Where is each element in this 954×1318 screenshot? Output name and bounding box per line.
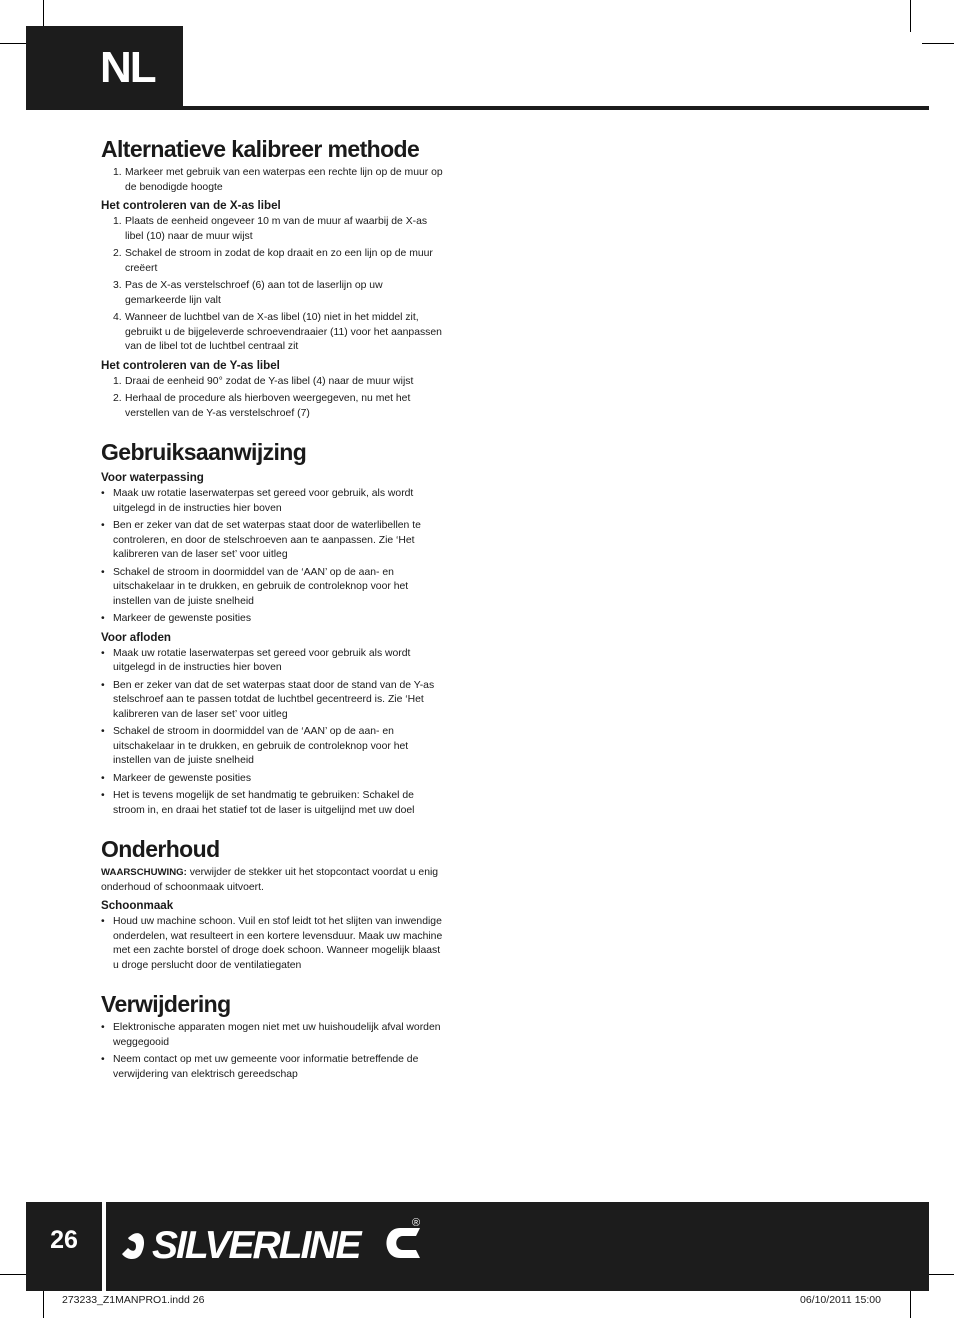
list-item: • Schakel de stroom in doormiddel van de ‘AAN’ op de aan- en uitschakelaar in te drukken, en gebruik de controleknop voor het instellen van de juiste snelheid	[101, 566, 409, 607]
subheading: Schoonmaak	[101, 899, 174, 912]
cleaning-bullets	[101, 915, 446, 973]
section-maintenance	[101, 834, 446, 973]
section-title: Onderhoud	[101, 836, 220, 862]
footer-divider	[102, 1202, 106, 1291]
disposal-bullets	[101, 1021, 446, 1082]
list-item: 1. Markeer met gebruik van een waterpas een rechte lijn op de muur op de benodigde hoogte	[113, 167, 443, 193]
subheading: Het controleren van de Y-as libel	[101, 358, 280, 372]
language-tab	[26, 26, 183, 110]
list-item: 3. Pas de X-as verstelschroef (6) aan tot de laserlijn op uw gemarkeerde lijn valt	[113, 280, 383, 306]
section-disposal	[101, 989, 446, 1082]
list-item: 4. Wanneer de luchtbel van de X-as libel (10) niet in het middel zit, gebruikt u de bijgeleverde schroevendraaier (11) voor het aanpassen van de libel tot de luchtbel centraal zit	[113, 312, 442, 352]
x-axis-steps	[101, 215, 446, 355]
list-item: • Elektronische apparaten mogen niet met uw huishoudelijk afval worden weggegooid	[101, 1022, 441, 1048]
subheading: Voor waterpassing	[101, 471, 204, 484]
subheading: Het controleren van de X-as libel	[101, 199, 281, 212]
subheading: Voor afloden	[101, 630, 171, 644]
section-usage	[101, 437, 446, 818]
warning-text: WAARSCHUWING: verwijder de stekker uit het stopcontact voordat u enig onderhoud of schoonmaak uitvoert.	[101, 867, 439, 893]
section-title: Alternatieve kalibreer methode	[101, 136, 420, 162]
slug-date: 06/10/2011 15:00	[800, 1294, 881, 1306]
footer-bar	[26, 1202, 929, 1291]
list-item: 1. Draai de eenheid 90° zodat de Y-as libel (4) naar de muur wijst	[113, 375, 414, 387]
list-item: • Markeer de gewenste posities	[101, 772, 252, 784]
list-item: • Markeer de gewenste posities	[101, 613, 252, 624]
header-rule	[26, 106, 929, 110]
brand-wordmark: SILVERLINE	[152, 1224, 360, 1267]
leveling-bullets	[101, 487, 446, 627]
intro-steps	[101, 166, 446, 195]
plumbing-bullets	[101, 647, 446, 819]
list-item: • Houd uw machine schoon. Vuil en stof leidt tot het slijten van inwendige onderdelen, wat resulteert in een kortere levensduur. Maak uw machine met een zachte borstel of droge doek schoon. Wanneer mogelijk blaast u droge perslucht door de ventilatiegaten	[101, 916, 443, 971]
section-title: Gebruiksaanwijzing	[101, 439, 307, 465]
list-item: • Schakel de stroom in doormiddel van de ‘AAN’ op de aan- en uitschakelaar in te drukken, en gebruik de controleknop voor het instellen van de juiste snelheid	[101, 726, 409, 766]
slug-file-info: 273233_Z1MANPRO1.indd 26	[62, 1294, 205, 1306]
list-item: • Het is tevens mogelijk de set handmatig te gebruiken: Schakel de stroom in, en draai het statief tot de laser is uitgelijnd met uw doel	[101, 790, 415, 816]
list-item: 2. Schakel de stroom in zodat de kop draait en zo een lijn op de muur creëert	[113, 248, 433, 274]
list-item: 1. Plaats de eenheid ongeveer 10 m van de muur af waarbij de X-as libel (10) naar de muur wijst	[113, 216, 428, 242]
list-item: • Neem contact op met uw gemeente voor informatie betreffende de verwijdering van elektrisch gereedschap	[101, 1054, 419, 1080]
list-item: • Maak uw rotatie laserwaterpas set gereed voor gebruik, als wordt uitgelegd in de instructies hier boven	[101, 488, 414, 514]
list-item: • Ben er zeker van dat de set waterpas staat door de waterlibellen te controleren, en door de stelschroeven aan te aanpassen. Zie ‘Het kalibreren van de laser set’ voor uitleg	[101, 520, 421, 560]
list-item: • Maak uw rotatie laserwaterpas set gereed voor gebruik als wordt uitgelegd in de instructies hier boven	[101, 647, 411, 673]
page-content	[101, 134, 446, 1098]
list-item: 2. Herhaal de procedure als hierboven weergegeven, nu met het verstellen van de Y-as verstelschroef (7)	[113, 393, 411, 419]
section-calibration	[101, 134, 446, 421]
section-title: Verwijdering	[101, 991, 231, 1017]
crop-mark	[922, 43, 954, 44]
y-axis-steps	[101, 375, 446, 422]
list-item: • Ben er zeker van dat de set waterpas staat door de stand van de Y-as stelschroef aan te passen totdat de luchtbel gecentreerd is. Zie ‘Het kalibreren van de laser set’ voor uitleg	[101, 679, 435, 720]
registered-mark: ®	[412, 1217, 421, 1229]
page-number: 26	[50, 1226, 78, 1254]
crop-mark	[910, 0, 911, 32]
language-code: NL	[100, 43, 155, 92]
silverline-logo	[120, 1212, 430, 1272]
